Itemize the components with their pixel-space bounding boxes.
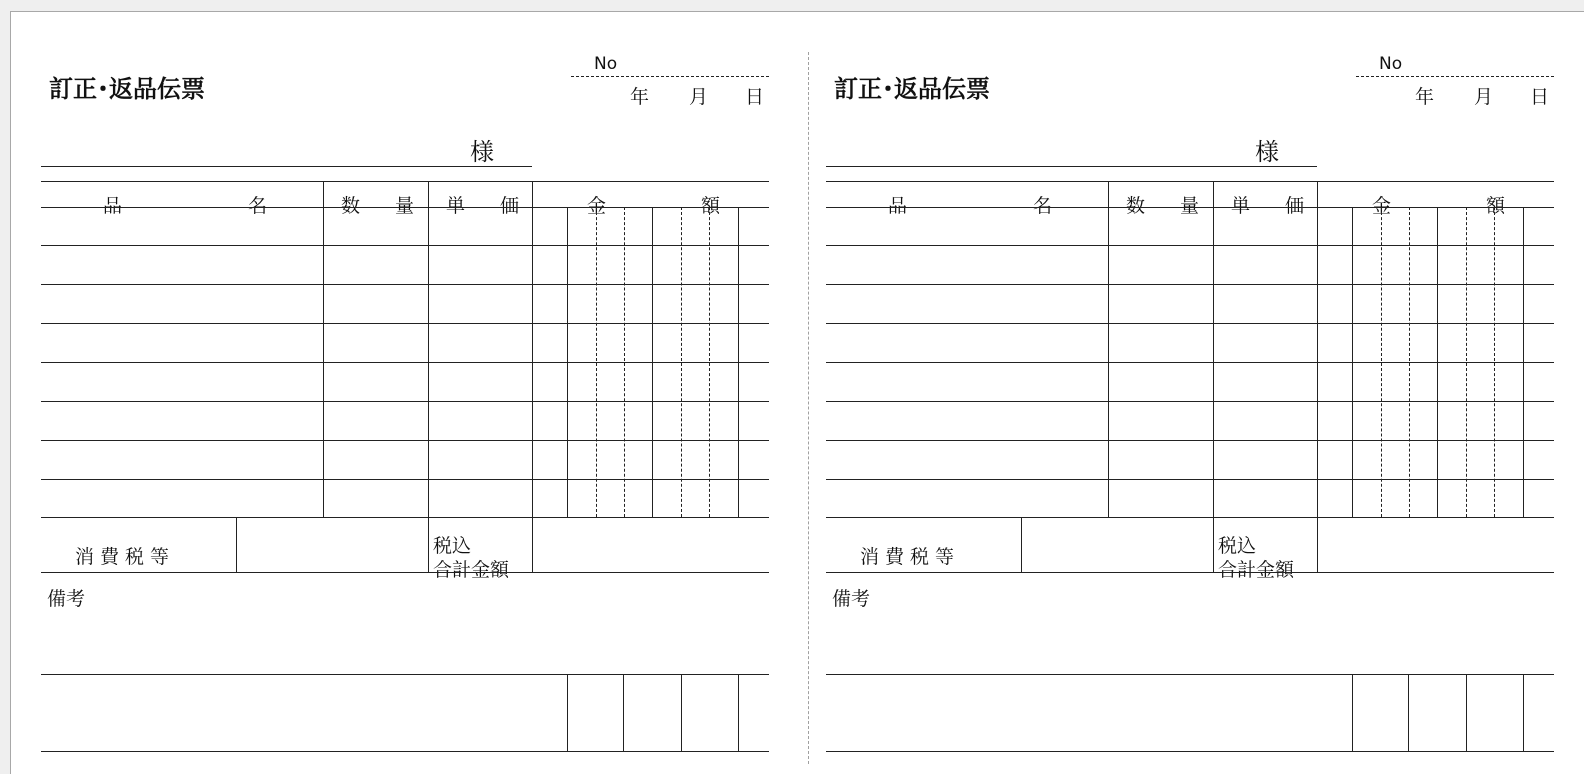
slip-title: 訂正･返品伝票 [834,75,990,103]
amount-digit-divider [624,207,625,517]
row-divider [41,440,769,441]
header-item-2: 名 [248,195,268,217]
rows-bottom-border [41,517,769,518]
footer-col-border [567,674,568,751]
date-month-label: 月 [689,86,709,108]
number-label: No [594,54,618,74]
amount-digit-divider [1409,207,1410,517]
summary-bottom-border [826,572,1554,573]
row-divider [826,440,1554,441]
date-month-label: 月 [1474,86,1494,108]
amount-digit-divider [596,207,597,517]
header-price-1: 単 [446,195,466,217]
date-day-label: 日 [745,86,765,108]
remarks-label: 備考 [47,588,86,610]
amount-digit-border [1437,207,1438,517]
number-line [1356,76,1554,77]
customer-name-line [41,166,532,167]
summary-bottom-border [41,572,769,573]
header-qty-1: 数 [1126,195,1146,217]
header-amount-1: 金 [587,195,607,217]
price-col-border [1213,181,1214,572]
row-divider [826,362,1554,363]
amount-digit-border [567,207,568,517]
customer-suffix: 様 [1255,138,1279,166]
total-label-line1: 税込 [1218,535,1257,557]
row-divider [41,323,769,324]
amount-digit-border [738,207,739,517]
total-label [1218,534,1294,582]
amount-digit-divider [1466,207,1467,517]
header-item-1: 品 [103,195,123,217]
remarks-bottom-border [826,674,1554,675]
footer-col-border [681,674,682,751]
date-year-label: 年 [1415,86,1435,108]
date-day-label: 日 [1530,86,1550,108]
header-item-2: 名 [1033,195,1053,217]
amount-col-border [1317,181,1318,572]
footer-col-border [1408,674,1409,751]
header-qty-2: 量 [395,195,415,217]
number-line [571,76,769,77]
qty-col-border [1108,181,1109,517]
header-price-2: 価 [500,195,520,217]
table-top-border [41,181,769,182]
amount-digit-divider [681,207,682,517]
row-divider [41,479,769,480]
tax-col-border [236,517,237,572]
header-qty-1: 数 [341,195,361,217]
tax-col-border [1021,517,1022,572]
date-year-label: 年 [630,86,650,108]
total-label-line2: 合計金額 [433,559,510,581]
footer-bottom-border [826,751,1554,752]
table-top-border [826,181,1554,182]
tax-label: 消費税等 [75,546,176,568]
footer-col-border [738,674,739,751]
amount-digit-divider [1381,207,1382,517]
row-divider [41,401,769,402]
row-divider [826,284,1554,285]
total-label-line2: 合計金額 [1218,559,1295,581]
total-label-line1: 税込 [433,535,472,557]
customer-suffix: 様 [470,138,494,166]
tax-label: 消費税等 [860,546,961,568]
number-label: No [1379,54,1403,74]
header-price-1: 単 [1231,195,1251,217]
footer-col-border [1523,674,1524,751]
row-divider [826,401,1554,402]
header-price-2: 価 [1285,195,1305,217]
qty-col-border [323,181,324,517]
amount-digit-divider [1494,207,1495,517]
row-divider [826,245,1554,246]
slip-title: 訂正･返品伝票 [49,75,205,103]
row-divider [41,284,769,285]
header-amount-2: 額 [701,195,721,217]
amount-col-border [532,181,533,572]
amount-digit-border [1352,207,1353,517]
remarks-label: 備考 [832,588,871,610]
customer-name-line [826,166,1317,167]
footer-col-border [1352,674,1353,751]
row-divider [826,323,1554,324]
header-bottom-border [826,207,1554,208]
row-divider [41,362,769,363]
header-amount-2: 額 [1486,195,1506,217]
row-divider [826,479,1554,480]
footer-col-border [1466,674,1467,751]
price-col-border [428,181,429,572]
slip-right [826,12,1584,774]
slip-left [41,12,801,774]
footer-col-border [623,674,624,751]
rows-bottom-border [826,517,1554,518]
header-item-1: 品 [888,195,908,217]
cut-line [808,52,809,764]
total-label [433,534,509,582]
footer-bottom-border [41,751,769,752]
header-qty-2: 量 [1180,195,1200,217]
amount-digit-border [652,207,653,517]
amount-digit-divider [709,207,710,517]
header-amount-1: 金 [1372,195,1392,217]
spreadsheet-page [10,11,1584,774]
remarks-bottom-border [41,674,769,675]
amount-digit-border [1523,207,1524,517]
row-divider [41,245,769,246]
header-bottom-border [41,207,769,208]
